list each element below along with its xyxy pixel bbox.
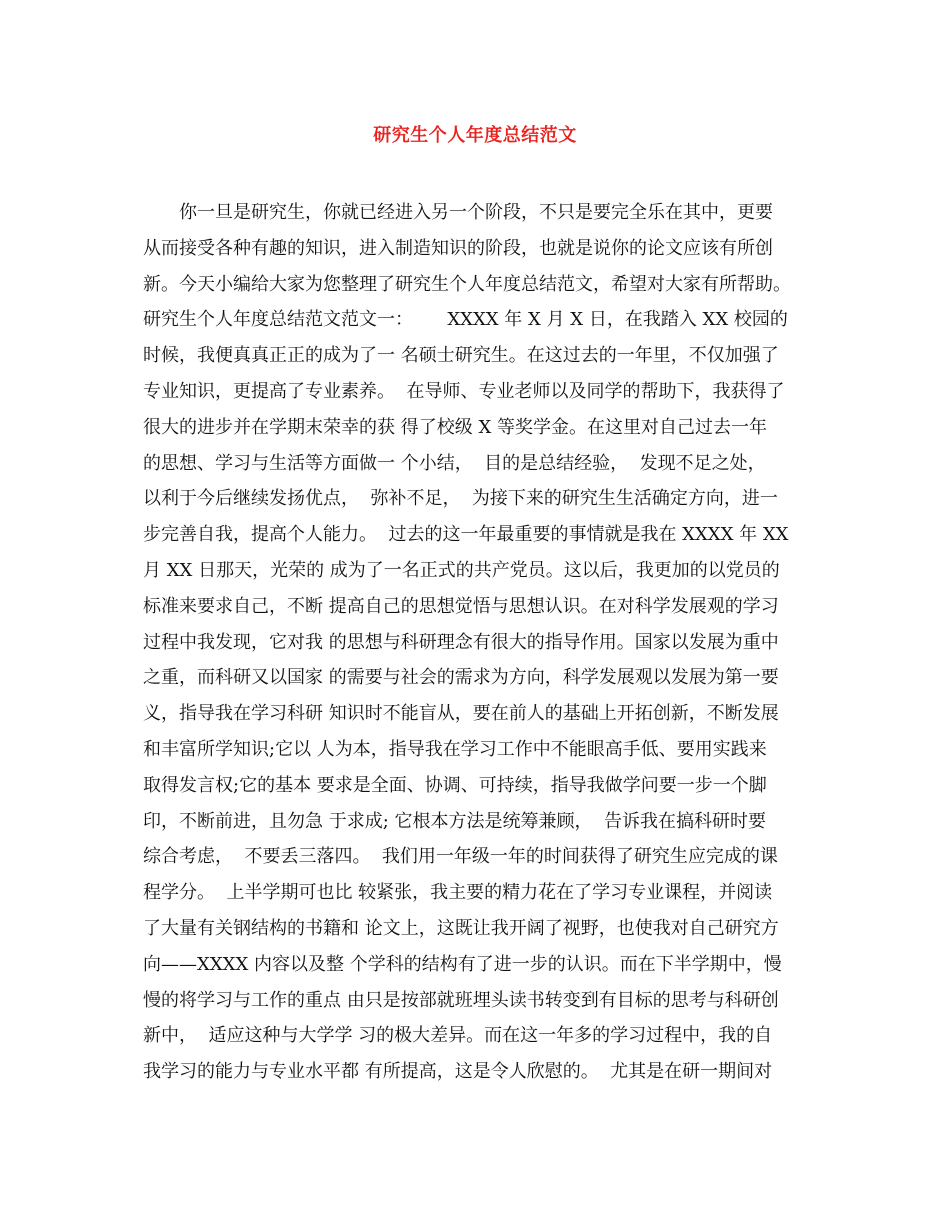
text-line: 了大量有关钢结构的书籍和 论文上，这既让我开阔了视野，也使我对自己研究方 — [143, 917, 779, 939]
text-line: 程学分。 上半学期可也比 较紧张，我主要的精力花在了学习专业课程，并阅读 — [143, 882, 773, 904]
text-line: 综合考虑， 不要丢三落四。 我们用一年级一年的时间获得了研究生应完成的课 — [143, 846, 778, 868]
text-line: 时候，我便真真正正的成为了一 名硕士研究生。在这过去的一年里，不仅加强了 — [143, 345, 779, 367]
text-line: 义，指导我在学习科研 知识时不能盲从，要在前人的基础上开拓创新，不断发展 — [143, 703, 779, 725]
text-line: 慢的将学习与工作的重点 由只是按部就班埋头读书转变到有目标的思考与科研创 — [143, 989, 779, 1011]
text-line: 以利于今后继续发扬优点， 弥补不足， 为接下来的研究生生活确定方向，进一 — [143, 488, 778, 510]
document-title: 研究生个人年度总结范文 — [373, 125, 577, 146]
text-line: 新中， 适应这种与大学学 习的极大差异。而在这一年多的学习过程中，我的自 — [143, 1025, 773, 1047]
text-line: 月 XX 日那天，光荣的 成为了一名正式的共产党员。这以后，我更加的以党员的 — [143, 559, 780, 581]
document-body — [143, 195, 808, 1090]
text-line: 的思想、学习与生活等方面做一 个小结， 目的是总结经验， 发现不足之处， — [143, 452, 766, 474]
text-line: 你一旦是研究生，你就已经进入另一个阶段，不只是要完全乐在其中，更要 — [179, 202, 773, 223]
text-line: 取得发言权;它的基本 要求是全面、协调、可持续，指导我做学问要一步一个脚 — [143, 774, 767, 796]
text-line: 过程中我发现，它对我 的思想与科研理念有很大的指导作用。国家以发展为重中 — [143, 631, 779, 653]
text-line: 新。今天小编给大家为您整理了研究生个人年度总结范文，希望对大家有所帮助。 — [143, 273, 791, 295]
text-line: 很大的进步并在学期末荣幸的获 得了校级 X 等奖学金。在这里对自己过去一年 — [143, 416, 767, 438]
text-line: 步完善自我，提高个人能力。 过去的这一年最重要的事情就是我在 XXXX 年 XX — [143, 524, 789, 546]
text-line: 向——XXXX 内容以及整 个学科的结构有了进一步的认识。而在下半学期中，慢 — [143, 953, 782, 975]
text-line: 专业知识，更提高了专业素养。 在导师、专业老师以及同学的帮助下，我获得了 — [143, 380, 785, 402]
text-line: 和丰富所学知识;它以 人为本，指导我在学习工作中不能眼高手低、要用实践来 — [143, 738, 767, 760]
text-line: 之重，而科研又以国家 的需要与社会的需求为方向，科学发展观以发展为第一要 — [143, 667, 779, 689]
text-line: 从而接受各种有趣的知识，进入制造知识的阶段，也就是说你的论文应该有所创 — [143, 237, 773, 259]
text-line: 研究生个人年度总结范文范文一： XXXX 年 X 月 X 日，在我踏入 XX 校园的 — [143, 309, 788, 331]
text-line: 印，不断前进，且勿急 于求成; 它根本方法是统筹兼顾， 告诉我在搞科研时要 — [143, 810, 766, 832]
text-line: 我学习的能力与专业水平都 有所提高，这是令人欣慰的。 尤其是在研一期间对 — [143, 1061, 773, 1083]
text-line: 标准来要求自己，不断 提高自己的思想觉悟与思想认识。在对科学发展观的学习 — [143, 595, 779, 617]
